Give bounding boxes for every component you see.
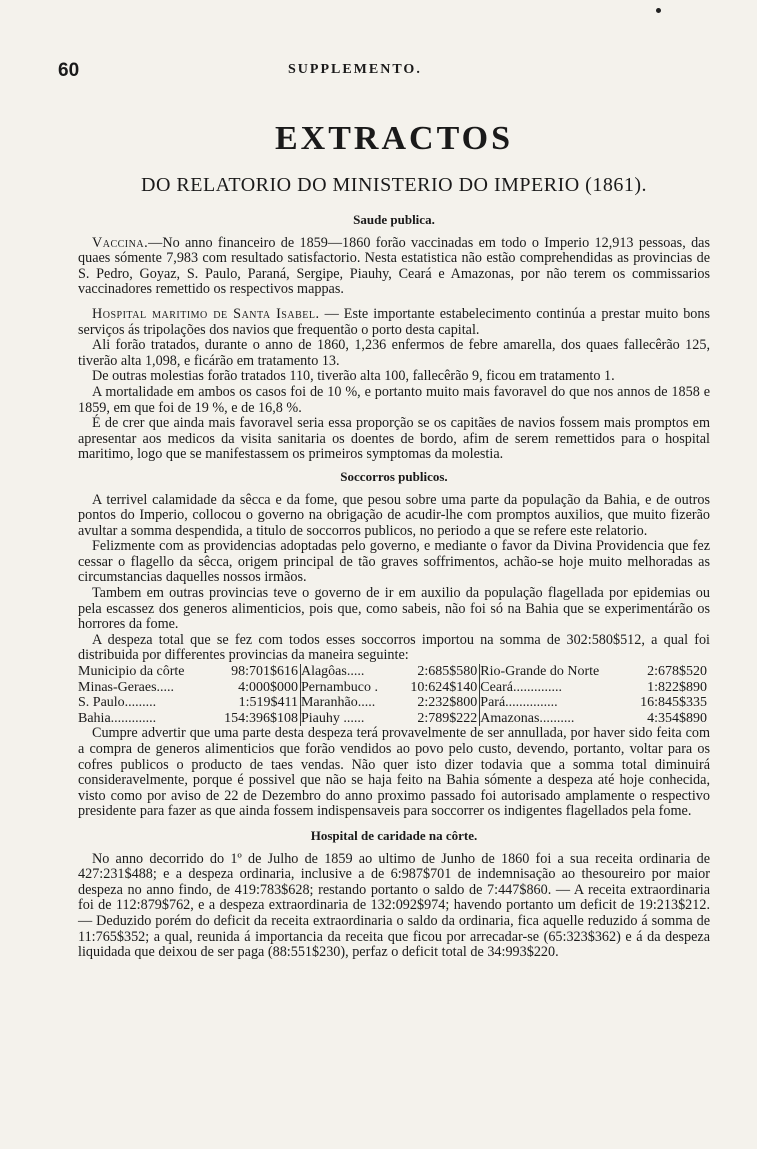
province-name: Rio-Grande do Norte [480,664,600,680]
province-amount: 1:822$890 [647,679,707,695]
vaccina-text: —No anno financeiro de 1859—1860 forão vaccinadas em todo o Imperio 12,913 pessoas, das quaes sómente 7,983 com resultado satisfactorio. Nesta estatistica não estão comprehendidas as provincias de S. Pedro, Goyaz, S. Paulo, Paraná, Sergipe, Piauhy, Ceará e Amazonas, por não terem os commissarios vaccinadores remettido os respectivos mappas. [78,234,710,298]
paragraph-hospital-5: É de crer que ainda mais favoravel seria essa proporção se os capitães de navios fossem mais promptos em apresentar aos medicos da visita sanitaria os doentes de bordo, afim de serem remettidos para o hospital maritimo, logo que se manifestassem os primeiros symptomas da molestia. [78,415,710,463]
main-title: EXTRACTOS [275,120,513,157]
province-amount: 154:396$108 [209,711,300,727]
province-name: Bahia............. [78,710,157,726]
distribution-row [78,680,710,696]
province-name: Pernambuco . [300,679,378,695]
page-header [58,60,710,81]
province-amount: 4:000$000 [209,680,300,696]
distribution-row [78,664,710,680]
paragraph-hospital-4: A mortalidade em ambos os casos foi de 10 %, e portanto muito mais favoravel do que nos annos de 1858 e 1859, em que foi de 19 %, e de 16,8 %. [78,383,710,416]
province-amount: 98:701$616 [209,664,300,680]
vaccina-label: Vaccina. [92,234,149,251]
paragraph-soccorros-3: Tambem em outras provincias teve o governo de ir em auxilio da população flagellada por epidemias ou pela escassez dos generos alimenticios, pois que, como sabeis, não foi só na Bahia que se experimentárão os horrores da fome. [78,585,710,633]
province-name: Piauhy ...... [300,710,365,726]
province-amount: 2:232$800 [397,695,480,711]
paragraph-soccorros-5: Cumpre advertir que uma parte desta despeza terá provavelmente de ser annullada, por haver sido feita com a compra de generos alimenticios que forão vendidos ao povo pelo custo, devendo, portanto, voltar para os cofres publicos o producto de taes vendas. Não quer isto dizer todavia que a somma total diminuirá consideravelmente, porque é possivel que não se haja feito na Bahia sómente a despeza até hoje conhecida, visto como por aviso de 22 de Dezembro do anno proximo passado foi autorisado amplamente o respectivo presidente para fazer as que ainda fossem indispensaveis para soccorrer os indigentes flagellados pela fome. [78,725,710,820]
page-number: 60 [58,60,80,81]
hospital-text: — Este importante estabelecimento continúa a prestar muito bons serviços ás tripolações dos navios que frequentão o porto desta capital. [78,305,711,338]
distribution-row [78,695,710,711]
province-name: S. Paulo......... [78,695,157,711]
paragraph-hospital-3: De outras molestias forão tratados 110, tiverão alta 100, fallecêrão 9, ficou em tratamento 1. [92,368,615,385]
subtitle: DO RELATORIO DO MINISTERIO DO IMPERIO (1861). [141,174,647,196]
province-name: Minas-Geraes..... [78,679,175,695]
province-name: Alagôas..... [300,664,365,680]
paragraph-soccorros-1: A terrivel calamidade da sêcca e da fome, que pesou sobre uma parte da população da Bahia, e de outros pontos do Imperio, collocou o governo na obrigação de acudir-lhe com promptos auxilios, que muito fizerão avultar a somma despendida, a titulo de soccorros publicos, no periodo a que se refere este relatorio. [78,491,710,539]
paragraph-soccorros-2: Felizmente com as providencias adoptadas pelo governo, e mediante o favor da Divina Providencia que fez cessar o flagello da sêcca, origem principal de tão graves soffrimentos, achão-se hoje muito melhoradas as circumstancias daquelles nossos irmãos. [78,538,710,586]
distribution-table [78,664,710,726]
province-amount: 2:678$520 [647,664,707,680]
province-amount: 1:519$411 [209,695,300,711]
paragraph-vaccina [78,236,710,298]
province-name: Municipio da côrte [78,664,185,680]
province-amount: 10:624$140 [397,680,480,696]
distribution-row [78,711,710,727]
paragraph-soccorros-4: A despeza total que se fez com todos esses soccorros importou na somma de 302:580$512, a qual foi distribuida por differentes provincias da maneira seguinte: [78,631,710,664]
paragraph-hospital [78,307,710,338]
running-title: SUPPLEMENTO. [288,62,422,77]
paragraph-hospital-caridade: No anno decorrido do 1º de Julho de 1859 ao ultimo de Junho de 1860 foi a sua receita ordinaria de 427:231$488; e a despeza ordinaria, inclusive a de 6:987$701 de indemnisação ao thesoureiro por maior despeza no anno findo, de 419:783$628; restando portanto o saldo de 7:447$860. — A receita extraordinaria foi de 112:879$762, e a despeza extraordinaria de 132:092$974; havendo portanto um deficit de 19:213$212. — Deduzido porém do deficit da receita extraordinaria o saldo da ordinaria, fica aquelle reduzido á somma de 11:765$352; a qual, reunida á importancia da receita que ficou por arrecadar-se (65:323$362) e á da despeza liquidada que deixou de ser paga (88:551$230), perfaz o deficit total de 34:993$220. [78,850,710,961]
section-heading-hospital-caridade: Hospital de caridade na côrte. [310,827,478,843]
paragraph-hospital-2: Ali forão tratados, durante o anno de 1860, 1,236 enfermos de febre amarella, dos quaes fallecêrão 125, tiverão alta 1,098, e ficárão em tratamento 13. [78,337,710,369]
province-amount: 16:845$335 [640,695,707,711]
province-name: Pará............... [480,695,558,711]
province-name: Amazonas.......... [480,710,575,726]
section-heading-soccorros: Soccorros publicos. [340,468,448,484]
province-amount: 4:354$890 [647,710,707,726]
section-heading-saude: Saude publica. [353,212,435,227]
saude-section [78,212,710,961]
province-amount: 2:685$580 [397,664,480,680]
province-name: Maranhão..... [300,695,376,711]
hospital-label: Hospital maritimo de Santa Isabel. [92,305,320,322]
ink-spot [656,8,661,13]
province-amount: 2:789$222 [397,711,480,727]
province-name: Ceará.............. [480,679,562,695]
